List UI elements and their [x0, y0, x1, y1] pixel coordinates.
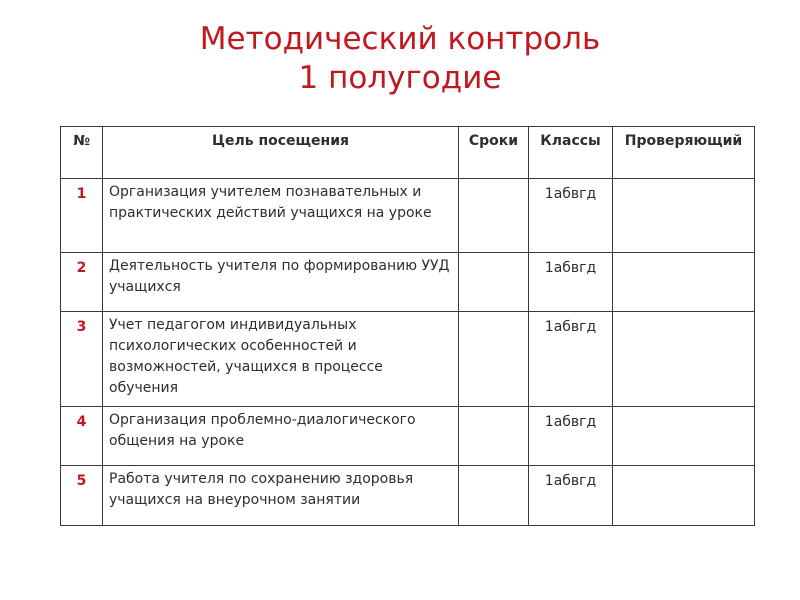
header-number: № [61, 127, 103, 179]
row-goal: Работа учителя по сохранению здоровья учащихся на внеурочном занятии [103, 466, 459, 526]
row-inspector [613, 466, 755, 526]
row-terms [459, 179, 529, 253]
title-line-1: Методический контроль [199, 21, 601, 57]
row-number: 2 [61, 253, 103, 312]
row-inspector [613, 253, 755, 312]
row-inspector [613, 312, 755, 407]
row-number: 3 [61, 312, 103, 407]
row-inspector [613, 407, 755, 466]
table-row [61, 179, 755, 253]
header-goal: Цель посещения [103, 127, 459, 179]
row-number: 4 [61, 407, 103, 466]
row-classes: 1абвгд [529, 407, 613, 466]
header-inspector: Проверяющий [613, 127, 755, 179]
title-line-2: 1 полугодие [298, 60, 502, 96]
row-classes: 1абвгд [529, 312, 613, 407]
row-terms [459, 253, 529, 312]
table-header-row [61, 127, 755, 179]
row-classes: 1абвгд [529, 179, 613, 253]
row-number: 5 [61, 466, 103, 526]
row-number: 1 [61, 179, 103, 253]
table-row [61, 253, 755, 312]
header-classes: Классы [529, 127, 613, 179]
row-inspector [613, 179, 755, 253]
row-goal: Организация проблемно-диалогического общения на уроке [103, 407, 459, 466]
row-goal: Учет педагогом индивидуальных психологических особенностей и возможностей, учащихся в процессе обучения [103, 312, 459, 407]
row-classes: 1абвгд [529, 253, 613, 312]
row-terms [459, 312, 529, 407]
row-goal: Деятельность учителя по формированию УУД учащихся [103, 253, 459, 312]
header-terms: Сроки [459, 127, 529, 179]
row-terms [459, 466, 529, 526]
row-terms [459, 407, 529, 466]
table-row [61, 407, 755, 466]
control-plan-table [60, 126, 755, 526]
row-classes: 1абвгд [529, 466, 613, 526]
table-row [61, 466, 755, 526]
slide-title [0, 20, 800, 98]
row-goal: Организация учителем познавательных и практических действий учащихся на уроке [103, 179, 459, 253]
table-row [61, 312, 755, 407]
